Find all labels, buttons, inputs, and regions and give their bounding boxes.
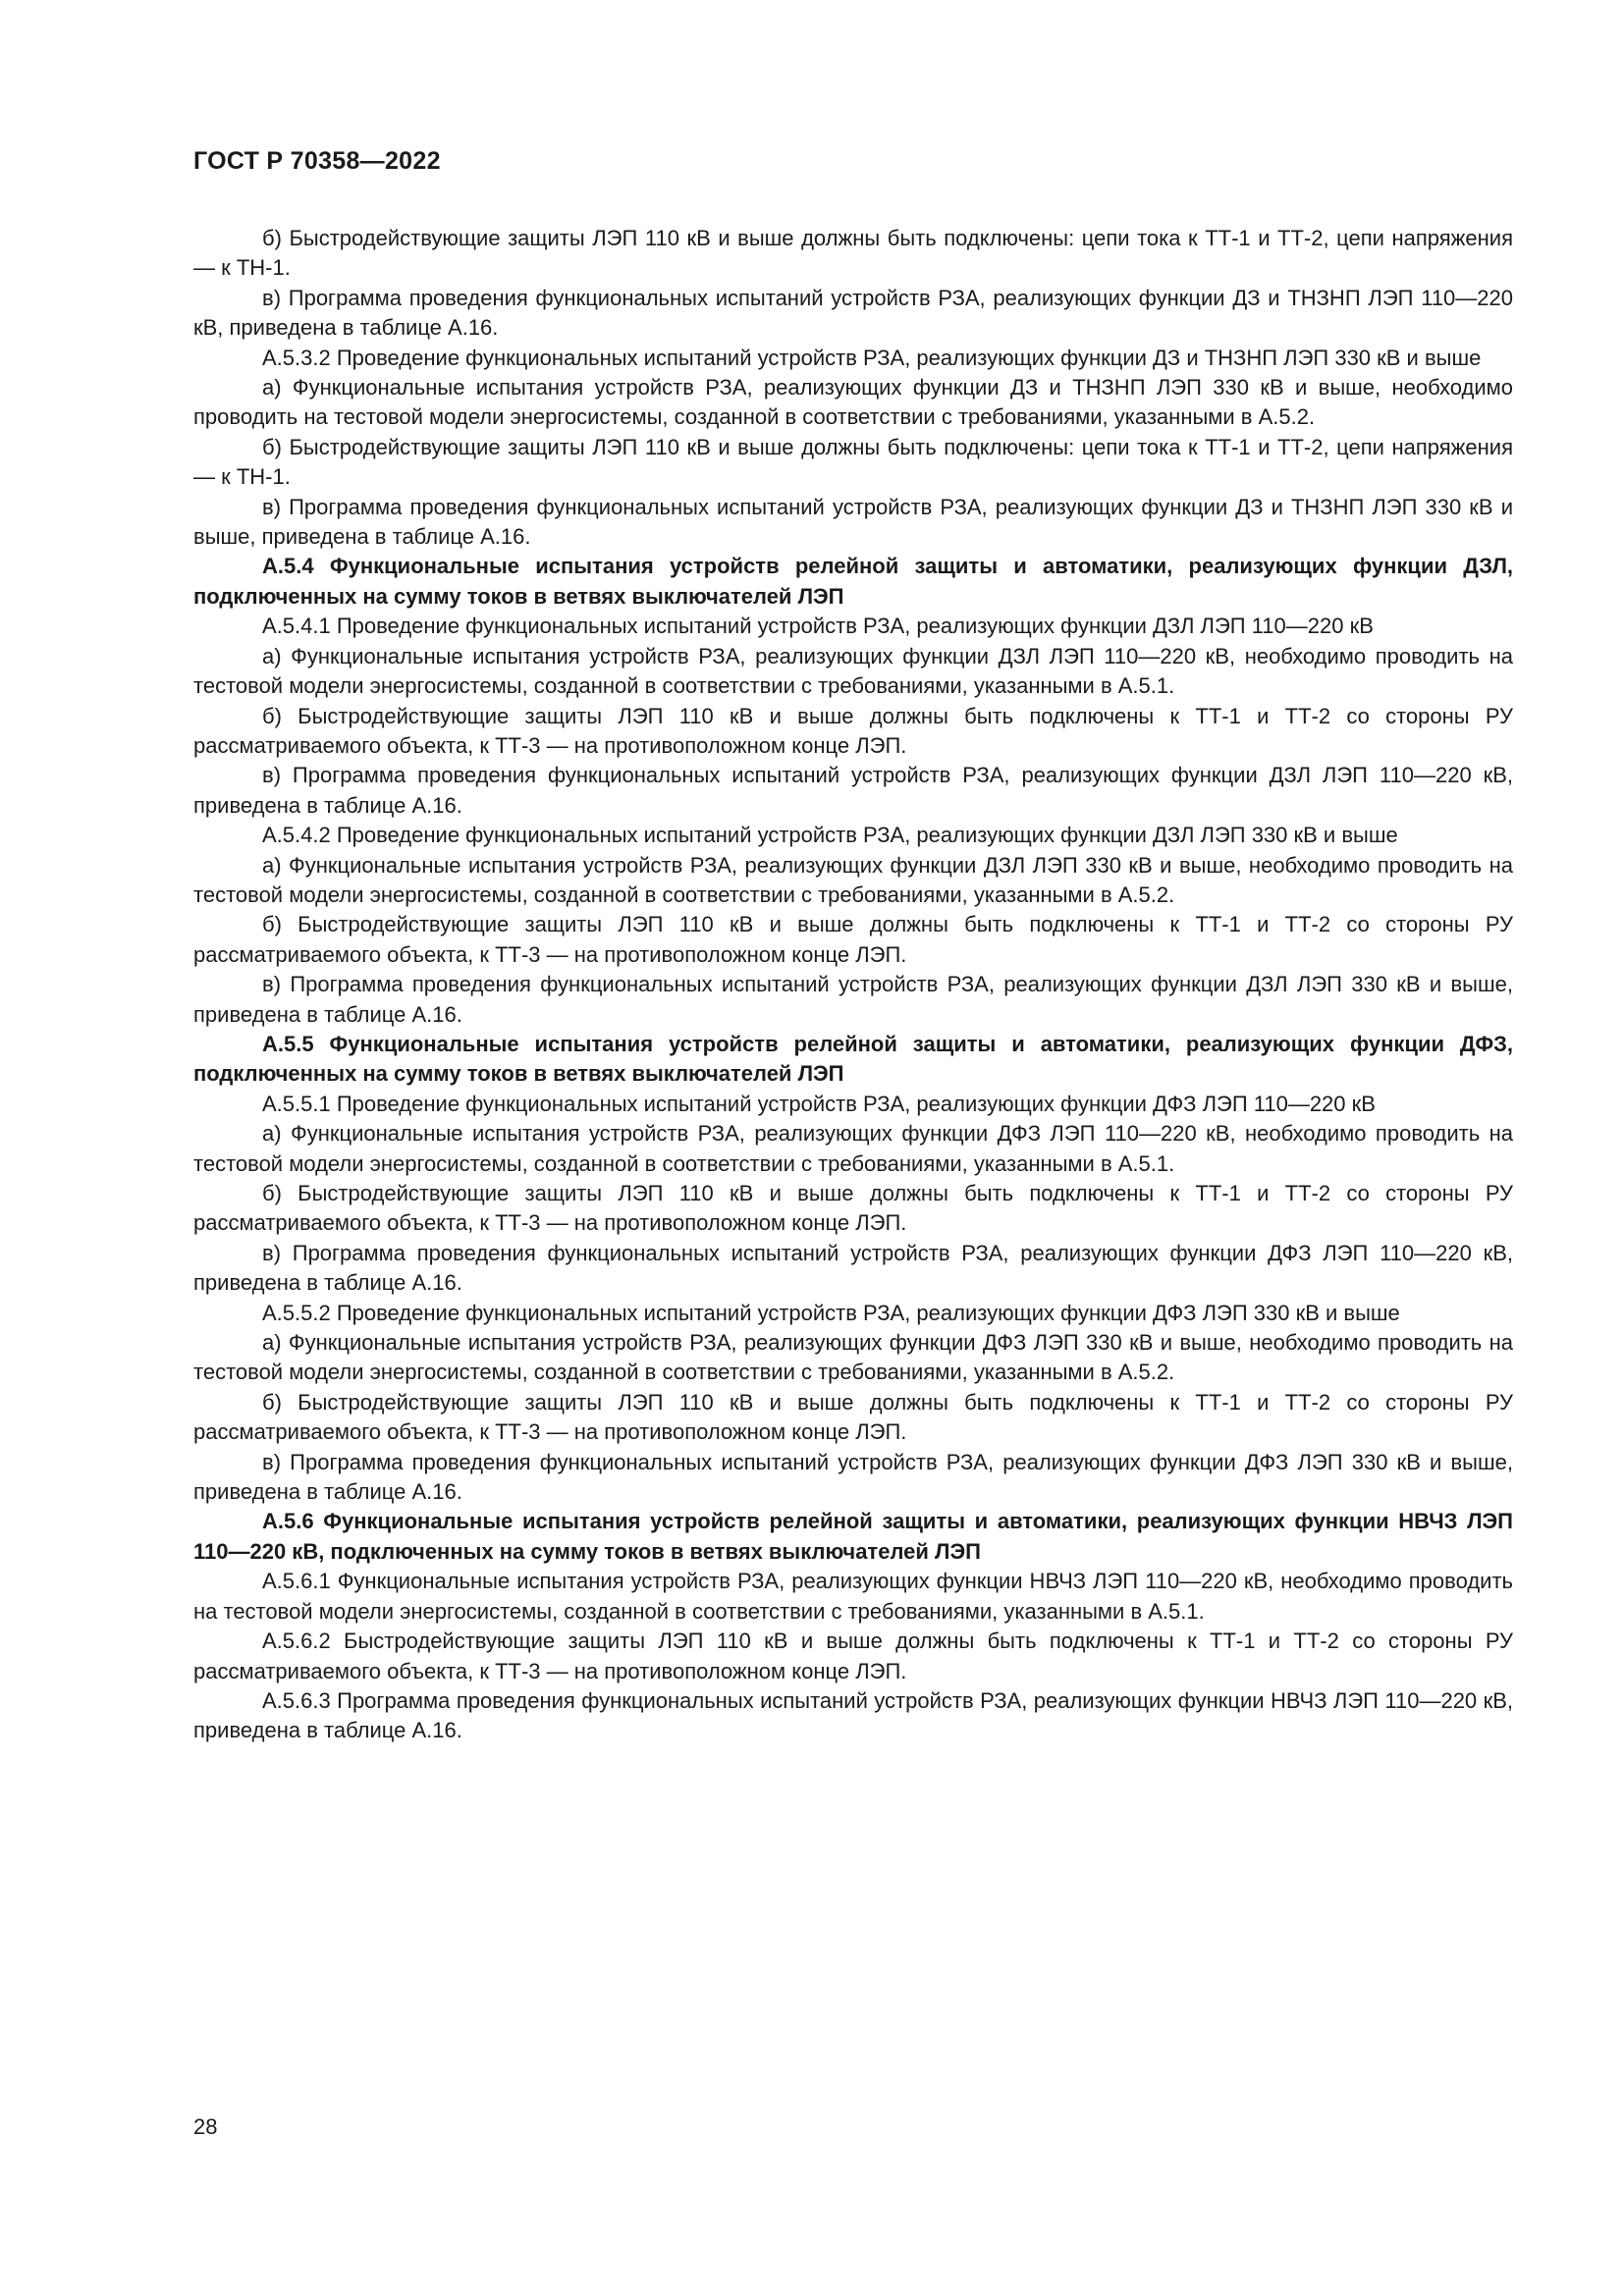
paragraph: А.5.3.2 Проведение функциональных испытаний устройств РЗА, реализующих функции ДЗ и ТНЗНП ЛЭП 330 кВ и выше xyxy=(262,345,1482,370)
paragraph: А.5.5.2 Проведение функциональных испытаний устройств РЗА, реализующих функции ДФЗ ЛЭП 330 кВ и выше xyxy=(262,1300,1400,1325)
paragraph: в) Программа проведения функциональных испытаний устройств РЗА, реализующих функции ДЗ и ТНЗНП ЛЭП 110—220 кВ, приведена в таблице А.16. xyxy=(193,285,1513,341)
paragraph: а) Функциональные испытания устройств РЗА, реализующих функции ДЗ и ТНЗНП ЛЭП 330 кВ и выше, необходимо проводить на тестовой модели энергосистемы, созданной в соответствии с требованиями, указанными в А.5.2. xyxy=(193,375,1513,430)
paragraph: А.5.6.1 Функциональные испытания устройств РЗА, реализующих функции НВЧЗ ЛЭП 110—220 кВ, необходимо проводить на тестовой модели энергосистемы, созданной в соответствии с требованиями, указанными в А.5.1. xyxy=(193,1569,1513,1624)
document-body xyxy=(193,224,1513,1746)
paragraph: а) Функциональные испытания устройств РЗА, реализующих функции ДФЗ ЛЭП 110—220 кВ, необходимо проводить на тестовой модели энергосистемы, созданной в соответствии с требованиями, указанными в А.5.1. xyxy=(193,1121,1513,1176)
paragraph: А.5.6.3 Программа проведения функциональных испытаний устройств РЗА, реализующих функции НВЧЗ ЛЭП 110—220 кВ, приведена в таблице А.16. xyxy=(193,1687,1513,1743)
section-heading: А.5.4 Функциональные испытания устройств релейной защиты и автоматики, реализующих функции ДЗЛ, подключенных на сумму токов в ветвях выключателей ЛЭП xyxy=(193,554,1513,609)
page-number: 28 xyxy=(193,2114,218,2139)
paragraph: б) Быстродействующие защиты ЛЭП 110 кВ и выше должны быть подключены к ТТ-1 и ТТ-2 со стороны РУ рассматриваемого объекта, к ТТ-3 — на противоположном конце ЛЭП. xyxy=(193,1181,1513,1236)
paragraph: в) Программа проведения функциональных испытаний устройств РЗА, реализующих функции ДФЗ ЛЭП 330 кВ и выше, приведена в таблице А.16. xyxy=(193,1449,1513,1505)
paragraph: а) Функциональные испытания устройств РЗА, реализующих функции ДФЗ ЛЭП 330 кВ и выше, необходимо проводить на тестовой модели энергосистемы, созданной в соответствии с требованиями, указанными в А.5.2. xyxy=(193,1330,1513,1385)
paragraph: б) Быстродействующие защиты ЛЭП 110 кВ и выше должны быть подключены к ТТ-1 и ТТ-2 со стороны РУ рассматриваемого объекта, к ТТ-3 — на противоположном конце ЛЭП. xyxy=(193,912,1513,967)
paragraph: б) Быстродействующие защиты ЛЭП 110 кВ и выше должны быть подключены к ТТ-1 и ТТ-2 со стороны РУ рассматриваемого объекта, к ТТ-3 — на противоположном конце ЛЭП. xyxy=(193,703,1513,758)
section-heading: А.5.5 Функциональные испытания устройств релейной защиты и автоматики, реализующих функции ДФЗ, подключенных на сумму токов в ветвях выключателей ЛЭП xyxy=(193,1031,1513,1087)
paragraph: А.5.4.1 Проведение функциональных испытаний устройств РЗА, реализующих функции ДЗЛ ЛЭП 110—220 кВ xyxy=(262,614,1374,639)
paragraph: в) Программа проведения функциональных испытаний устройств РЗА, реализующих функции ДЗ и ТНЗНП ЛЭП 330 кВ и выше, приведена в таблице А.16. xyxy=(193,494,1513,550)
paragraph: а) Функциональные испытания устройств РЗА, реализующих функции ДЗЛ ЛЭП 330 кВ и выше, необходимо проводить на тестовой модели энергосистемы, созданной в соответствии с требованиями, указанными в А.5.2. xyxy=(193,852,1513,907)
paragraph: в) Программа проведения функциональных испытаний устройств РЗА, реализующих функции ДФЗ ЛЭП 110—220 кВ, приведена в таблице А.16. xyxy=(193,1240,1513,1296)
paragraph: А.5.6.2 Быстродействующие защиты ЛЭП 110 кВ и выше должны быть подключены к ТТ-1 и ТТ-2 со стороны РУ рассматриваемого объекта, к ТТ-3 — на противоположном конце ЛЭП. xyxy=(193,1629,1513,1683)
paragraph: в) Программа проведения функциональных испытаний устройств РЗА, реализующих функции ДЗЛ ЛЭП 330 кВ и выше, приведена в таблице А.16. xyxy=(193,972,1513,1027)
paragraph: б) Быстродействующие защиты ЛЭП 110 кВ и выше должны быть подключены: цепи тока к ТТ-1 и ТТ-2, цепи напряжения — к ТН-1. xyxy=(193,434,1513,490)
paragraph: б) Быстродействующие защиты ЛЭП 110 кВ и выше должны быть подключены: цепи тока к ТТ-1 и ТТ-2, цепи напряжения — к ТН-1. xyxy=(193,226,1513,281)
document-code-header: ГОСТ Р 70358—2022 xyxy=(193,147,441,175)
paragraph: а) Функциональные испытания устройств РЗА, реализующих функции ДЗЛ ЛЭП 110—220 кВ, необходимо проводить на тестовой модели энергосистемы, созданной в соответствии с требованиями, указанными в А.5.1. xyxy=(193,643,1513,699)
paragraph: б) Быстродействующие защиты ЛЭП 110 кВ и выше должны быть подключены к ТТ-1 и ТТ-2 со стороны РУ рассматриваемого объекта, к ТТ-3 — на противоположном конце ЛЭП. xyxy=(193,1389,1513,1445)
paragraph: в) Программа проведения функциональных испытаний устройств РЗА, реализующих функции ДЗЛ ЛЭП 110—220 кВ, приведена в таблице А.16. xyxy=(193,763,1513,818)
paragraph: А.5.4.2 Проведение функциональных испытаний устройств РЗА, реализующих функции ДЗЛ ЛЭП 330 кВ и выше xyxy=(262,823,1398,848)
paragraph: А.5.5.1 Проведение функциональных испытаний устройств РЗА, реализующих функции ДФЗ ЛЭП 110—220 кВ xyxy=(262,1091,1376,1116)
section-heading: А.5.6 Функциональные испытания устройств релейной защиты и автоматики, реализующих функции НВЧЗ ЛЭП 110—220 кВ, подключенных на сумму токов в ветвях выключателей ЛЭП xyxy=(193,1509,1513,1564)
